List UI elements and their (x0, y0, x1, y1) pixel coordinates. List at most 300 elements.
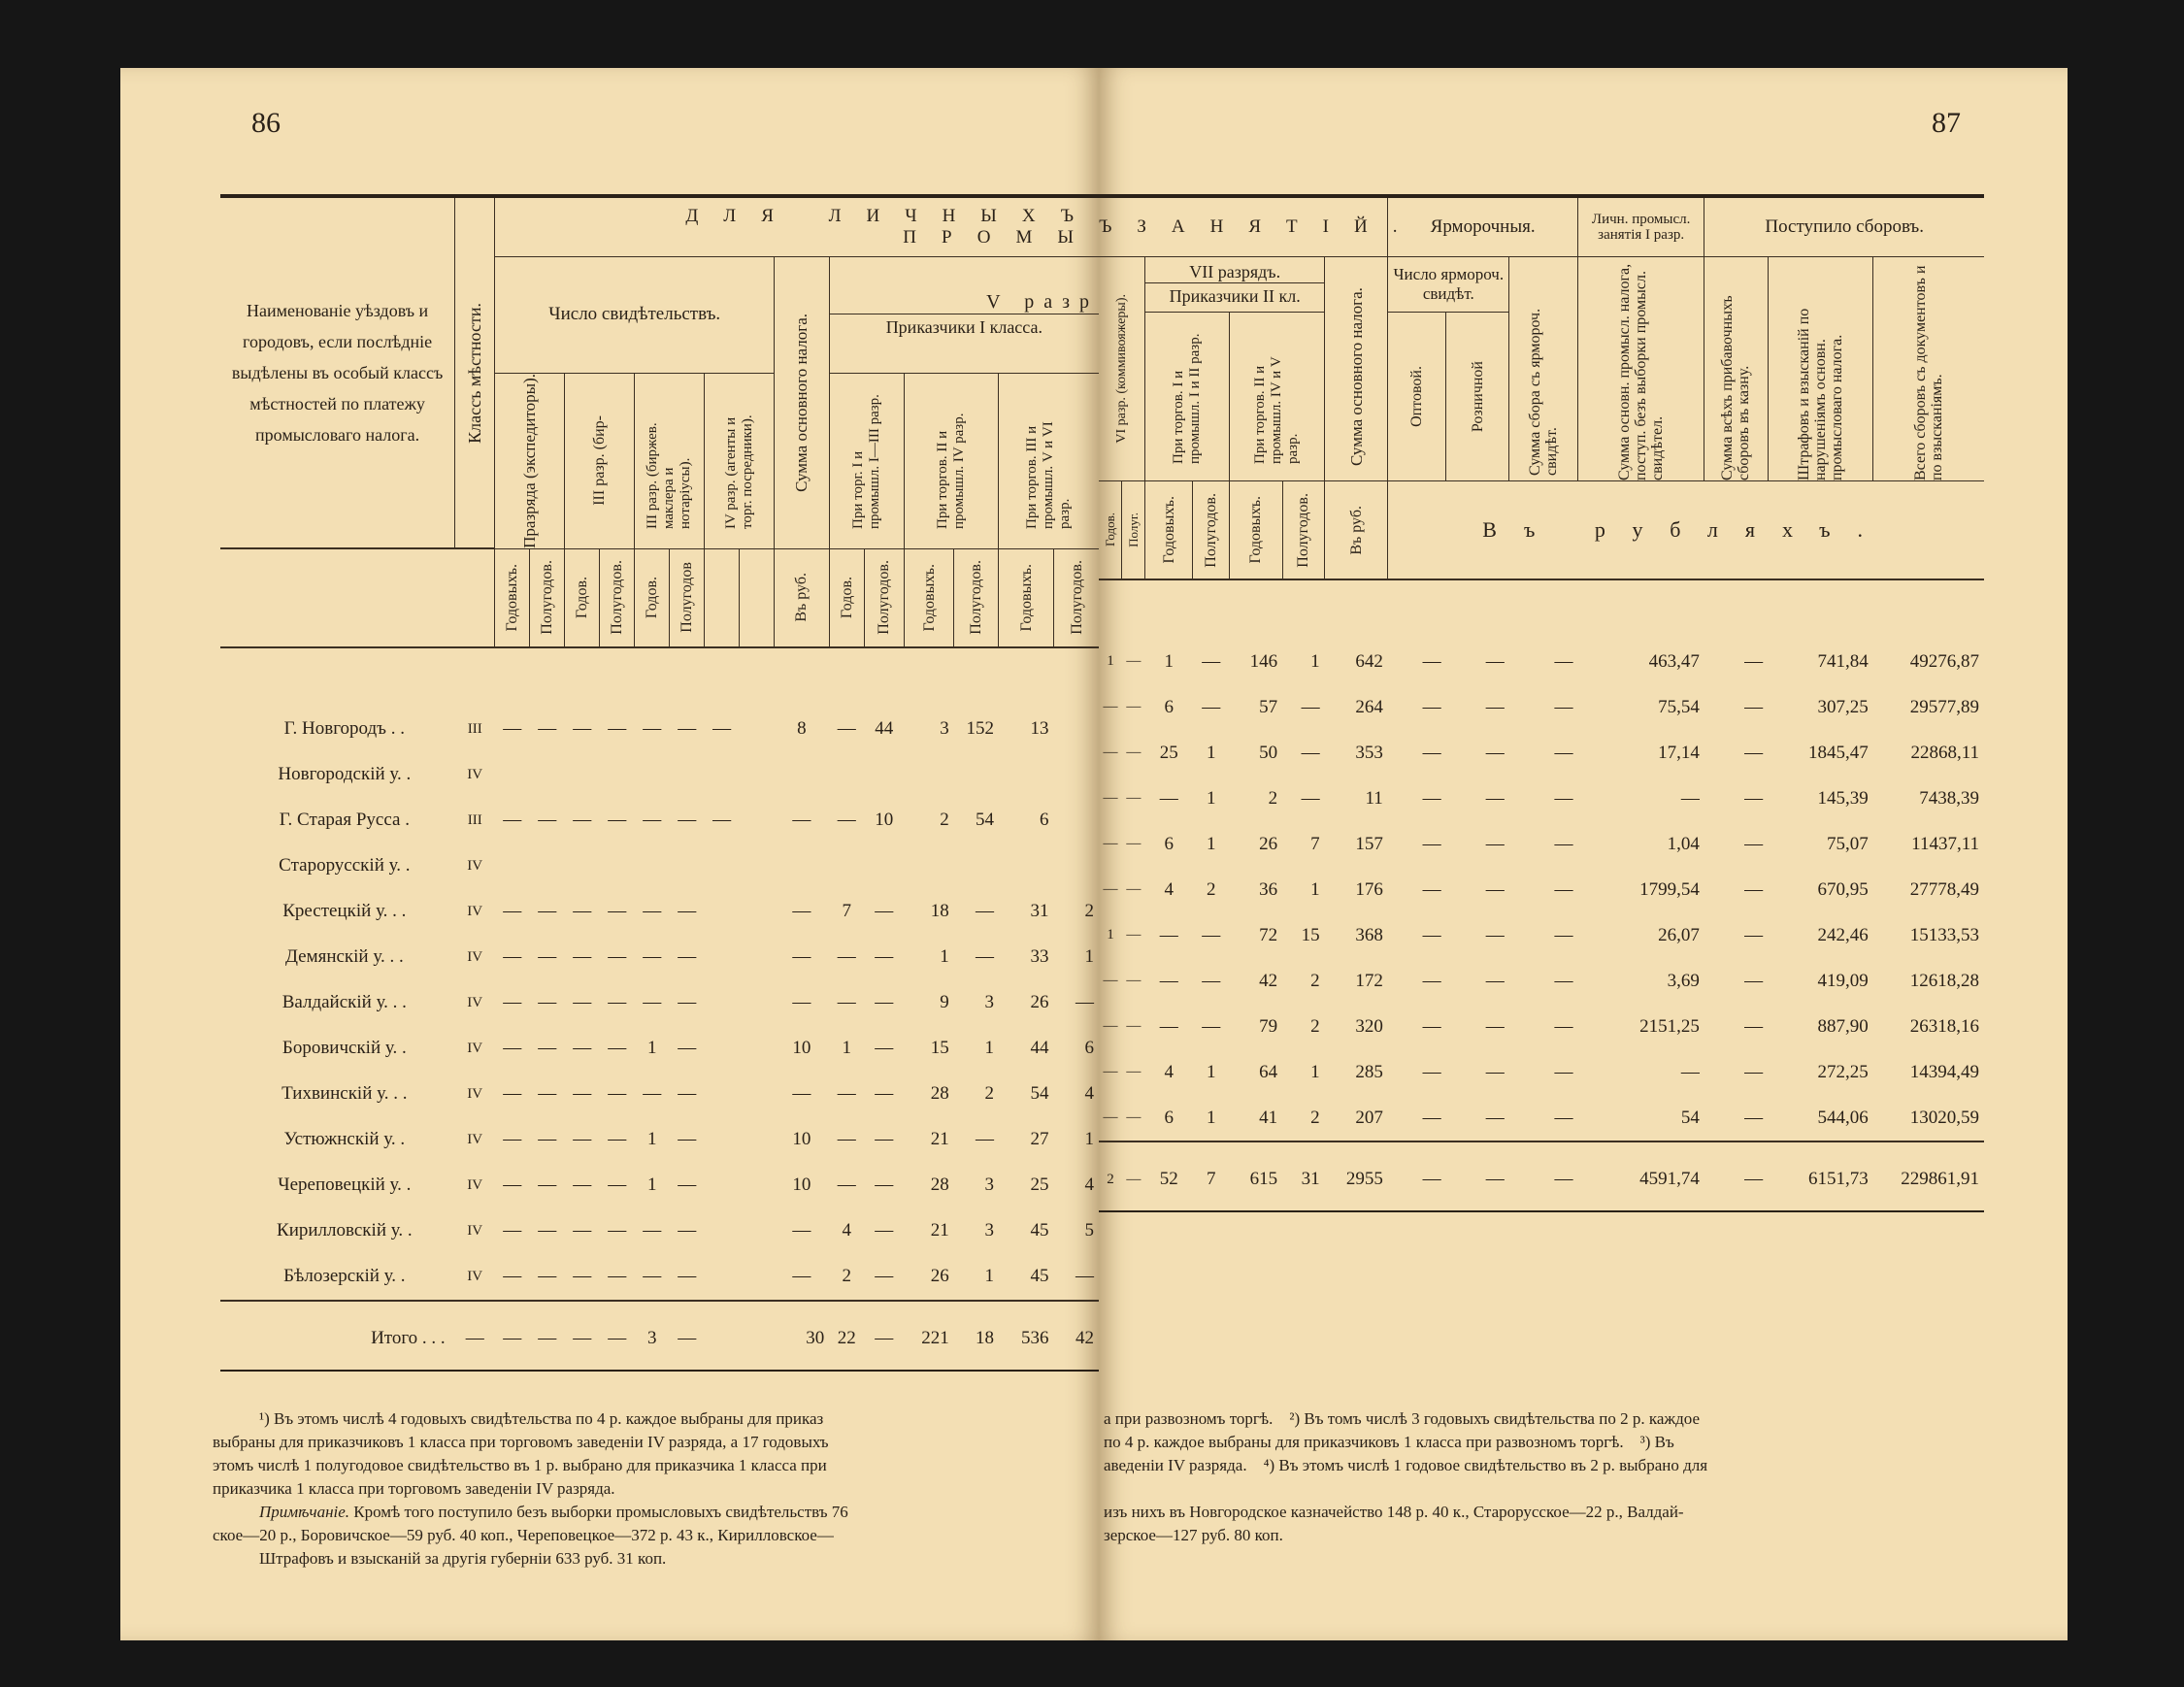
table-cell: — (678, 1174, 697, 1195)
table-cell: — (792, 901, 811, 921)
table-cell: — (643, 1083, 662, 1104)
total-cell: 18 (954, 1307, 999, 1371)
total-cell: — (1704, 1148, 1768, 1211)
table-cell: — (875, 946, 894, 967)
table-cell (864, 844, 904, 889)
table-cell: — (875, 1266, 894, 1286)
table-cell (775, 844, 830, 889)
table-cell: — (1103, 836, 1118, 851)
table-cell: — (608, 1038, 627, 1058)
table-cell: — (712, 718, 732, 739)
table-cell: — (1202, 696, 1221, 717)
right-table-row (1099, 912, 1984, 958)
rsub-7: Въ руб. (1325, 481, 1388, 580)
table-cell: 264 (1355, 696, 1383, 717)
district-name: Г. Новгородъ . . (283, 718, 405, 739)
table-cell (705, 844, 740, 889)
table-cell: — (573, 901, 592, 921)
table-cell: 72 (1259, 924, 1278, 945)
table-cell: 1 (1107, 653, 1114, 669)
header-personal-col: Сумма основн. промысл. налога, поступ. безъ выборки промысл. свидѣтел. (1577, 257, 1704, 481)
table-cell: — (678, 1129, 697, 1149)
left-table-row (220, 980, 1099, 1026)
table-cell: — (1554, 1107, 1573, 1128)
table-cell: — (573, 946, 592, 967)
total-cell: 42 (1054, 1307, 1099, 1371)
table-cell: — (1202, 924, 1221, 945)
table-cell: 1 (1310, 878, 1320, 900)
district-name: Кирилловскій у. . (277, 1220, 413, 1240)
rsub-2: Полуг. (1122, 481, 1145, 580)
remark-label: Примѣчаніе. (259, 1503, 350, 1521)
table-cell: 5 (1084, 1220, 1094, 1240)
table-cell: — (837, 992, 856, 1012)
table-cell: 1 (646, 1129, 657, 1149)
district-name: Старорусскій у. . (279, 855, 411, 876)
table-cell: — (1554, 970, 1573, 991)
table-cell: — (503, 1038, 522, 1058)
table-cell: — (1744, 924, 1764, 945)
table-cell (530, 752, 565, 798)
district-name: Бѣлозерскій у. . (283, 1266, 406, 1286)
header-fair-group: Ярморочныя. (1388, 196, 1578, 257)
table-cell: 44 (1030, 1038, 1049, 1058)
table-cell: 157 (1355, 833, 1383, 854)
table-cell (740, 1254, 775, 1301)
table-cell: — (573, 1220, 592, 1240)
total-cell: — (670, 1307, 705, 1371)
table-cell: 670,95 (1817, 878, 1869, 900)
table-cell: — (837, 946, 856, 967)
table-cell: 41 (1259, 1107, 1278, 1128)
district-name: Г. Старая Русса . (279, 810, 410, 830)
table-cell: — (678, 1220, 697, 1240)
table-cell (904, 752, 953, 798)
table-cell: — (1422, 650, 1441, 672)
table-cell: 1 (1206, 833, 1216, 854)
header-personal-group: Личн. промысл. занятія I разр. (1577, 196, 1704, 257)
left-table-row (220, 889, 1099, 935)
table-cell (999, 844, 1054, 889)
table-cell: — (875, 1038, 894, 1058)
total-cell (740, 1307, 775, 1371)
table-cell: — (1126, 653, 1142, 669)
table-cell: — (1680, 1061, 1700, 1082)
sub-1: Годовыхъ. (495, 548, 530, 647)
table-cell: 27 (1030, 1129, 1049, 1149)
table-cell: — (573, 992, 592, 1012)
total-cell: 536 (999, 1307, 1054, 1371)
left-table-row (220, 1254, 1099, 1301)
table-cell: — (538, 1174, 557, 1195)
table-cell: — (1126, 927, 1142, 943)
table-cell: 1 (984, 1038, 994, 1058)
header-fair-col-1: Оптовой. (1388, 312, 1446, 480)
rfootnote-line-2: по 4 р. каждое выбраны для приказчиковъ 1 класса при развозномъ торгѣ. ³) Въ (1104, 1433, 1674, 1451)
table-cell: — (837, 1174, 856, 1195)
table-cell: — (837, 718, 856, 739)
table-cell: — (643, 946, 662, 967)
table-cell (565, 844, 600, 889)
table-cell: — (608, 1174, 627, 1195)
table-cell: 6 (1164, 1107, 1175, 1128)
table-cell: 11 (1365, 787, 1383, 809)
table-cell (740, 798, 775, 844)
table-cell: 54 (975, 810, 994, 830)
table-cell: — (643, 718, 662, 739)
table-cell: 54 (1680, 1107, 1700, 1128)
table-cell: — (1422, 1061, 1441, 1082)
table-cell: — (1159, 787, 1178, 809)
table-cell: 544,06 (1817, 1107, 1869, 1128)
table-cell: — (538, 1038, 557, 1058)
header-clerk-col-1: При торг. I и промышл. I—III разр. (829, 373, 904, 548)
table-cell: 1 (1206, 1061, 1216, 1082)
right-table-row (1099, 821, 1984, 867)
table-cell: — (792, 1266, 811, 1286)
sub-4: Полугодов. (600, 548, 635, 647)
table-cell: — (1159, 1015, 1178, 1037)
table-cell: 1 (1310, 1061, 1320, 1082)
table-cell: 13020,59 (1909, 1107, 1979, 1128)
table-cell: — (643, 901, 662, 921)
table-cell: — (503, 992, 522, 1012)
left-table-row (220, 1117, 1099, 1163)
table-cell: — (1202, 1015, 1221, 1037)
district-class: IV (467, 1176, 483, 1193)
table-cell: — (1554, 924, 1573, 945)
table-cell: — (678, 718, 697, 739)
table-cell: — (1422, 1107, 1441, 1128)
table-cell: — (538, 901, 557, 921)
left-footnotes (213, 1407, 1091, 1571)
table-cell: 28 (930, 1083, 949, 1104)
table-cell: 2 (940, 810, 949, 830)
table-cell: 1 (1310, 650, 1320, 672)
total-cell: 7 (1193, 1148, 1230, 1211)
table-cell (740, 1163, 775, 1208)
header-cert-col-1: III разр. (бир- (565, 373, 635, 548)
table-cell: — (792, 992, 811, 1012)
district-name: Новгородскій у. . (278, 764, 412, 784)
table-cell (1054, 707, 1099, 752)
rfootnote-line-1: а при развозномъ торгѣ. ²) Въ томъ числѣ 3 годовыхъ свидѣтельства по 2 р. каждое (1104, 1409, 1701, 1428)
table-cell (705, 1072, 740, 1117)
footnote-1b: выбраны для приказчиковъ 1 класса при торговомъ заведеніи IV разряда, а 17 годовыхъ (213, 1433, 829, 1451)
table-cell: — (1126, 699, 1142, 714)
table-cell: 4 (1084, 1174, 1094, 1195)
sub-14: Годовыхъ. (999, 548, 1054, 647)
header-clerk-col-3: При торгов. III и промышл. V и VI разр. (999, 373, 1099, 548)
table-cell (1054, 844, 1099, 889)
table-cell: — (608, 1266, 627, 1286)
footnote-1c: этомъ числѣ 1 полугодовое свидѣтельство въ 1 р. выбрано для приказчика 1 класса при (213, 1456, 827, 1474)
table-cell: 4 (1084, 1083, 1094, 1104)
table-cell: 26,07 (1658, 924, 1700, 945)
table-cell: — (608, 992, 627, 1012)
table-cell: 2 (1310, 1107, 1320, 1128)
table-cell (705, 889, 740, 935)
table-cell: — (608, 810, 627, 830)
table-cell: — (1422, 924, 1441, 945)
table-cell: — (1554, 787, 1573, 809)
table-cell: — (503, 1174, 522, 1195)
table-cell (495, 752, 530, 798)
table-cell: 3 (940, 718, 949, 739)
remark-line-c: Штрафовъ и взысканій за другія губерніи 633 руб. 31 коп. (259, 1549, 667, 1568)
table-cell (740, 1208, 775, 1254)
district-class: IV (467, 948, 483, 965)
table-cell (864, 752, 904, 798)
table-cell: 33 (1030, 946, 1049, 967)
table-cell: — (573, 1038, 592, 1058)
table-cell: 353 (1355, 742, 1383, 763)
table-cell: 6 (1164, 833, 1175, 854)
table-cell: — (1126, 1064, 1142, 1079)
left-total-row (220, 1307, 1099, 1371)
table-cell: 146 (1249, 650, 1278, 672)
table-cell: 2 (1084, 901, 1094, 921)
table-cell: 207 (1355, 1107, 1383, 1128)
table-cell: 145,39 (1817, 787, 1869, 809)
table-cell: 1845,47 (1808, 742, 1869, 763)
table-cell: 25 (1159, 742, 1178, 763)
table-cell: 15133,53 (1909, 924, 1979, 945)
table-cell: 1 (1206, 1107, 1216, 1128)
table-cell: 1 (1084, 1129, 1094, 1149)
table-cell: — (1103, 744, 1118, 760)
header-sum-col: Сумма основного налога. (775, 257, 830, 549)
sub-5: Годов. (635, 548, 670, 647)
rsub-1: Годов. (1103, 513, 1118, 547)
total-cell: — (1122, 1148, 1145, 1211)
table-cell: — (503, 718, 522, 739)
table-cell: — (1103, 973, 1118, 988)
table-cell: — (608, 1129, 627, 1149)
in-rubles-label: Въ рубляхъ. (1388, 481, 1984, 580)
table-cell: — (1159, 970, 1178, 991)
table-cell: 42 (1259, 970, 1278, 991)
table-cell: — (1680, 787, 1700, 809)
right-total-row (1099, 1148, 1984, 1211)
total-cell (705, 1307, 740, 1371)
table-cell: 320 (1355, 1015, 1383, 1037)
table-cell: 419,09 (1817, 970, 1869, 991)
table-cell: 29577,89 (1909, 696, 1979, 717)
sub-7 (705, 548, 740, 647)
table-cell: — (875, 1129, 894, 1149)
table-cell (705, 1208, 740, 1254)
table-cell: 6 (1164, 696, 1175, 717)
rsub-6: Полугодов. (1282, 481, 1324, 580)
table-cell: 285 (1355, 1061, 1383, 1082)
table-cell: 176 (1355, 878, 1383, 900)
table-cell: — (1126, 1109, 1142, 1125)
left-table-row (220, 752, 1099, 798)
table-cell (1054, 798, 1099, 844)
district-class: IV (467, 1222, 483, 1239)
table-cell: — (643, 810, 662, 830)
rsub-5: Годовыхъ. (1230, 481, 1282, 580)
table-cell: — (1485, 833, 1505, 854)
table-cell: 368 (1355, 924, 1383, 945)
table-cell: 307,25 (1817, 696, 1869, 717)
table-cell (565, 752, 600, 798)
header-fair-count: Число ярмороч. свидѣт. (1388, 257, 1509, 313)
header-group-v: V разр Приказчики I класса. (829, 257, 1099, 374)
table-cell (600, 844, 635, 889)
table-cell: 15 (1301, 924, 1320, 945)
table-cell: 44 (875, 718, 894, 739)
header-clerk2-col-2: При торгов. II и промышл. IV и V разр. (1230, 312, 1325, 480)
right-page (1099, 68, 2068, 1640)
table-cell: 45 (1030, 1266, 1049, 1286)
left-table (220, 194, 1099, 1372)
table-cell: 642 (1355, 650, 1383, 672)
table-cell: 26318,16 (1909, 1015, 1979, 1037)
table-cell: 10 (792, 1038, 811, 1058)
header-received-group: Поступило сборовъ. (1704, 196, 1984, 257)
table-cell: 1 (646, 1174, 657, 1195)
table-cell (705, 1254, 740, 1301)
table-cell: — (1744, 970, 1764, 991)
table-cell: — (1485, 970, 1505, 991)
table-cell: — (1422, 1015, 1441, 1037)
table-cell: — (608, 718, 627, 739)
sub-3: Годов. (565, 548, 600, 647)
table-cell: 887,90 (1817, 1015, 1869, 1037)
total-label: Итого . . . (220, 1307, 455, 1371)
district-class: IV (467, 766, 483, 782)
table-cell: — (1485, 924, 1505, 945)
header-group-certificates: Число свидѣтельствъ. (495, 257, 775, 374)
total-cell: 3 (635, 1307, 670, 1371)
right-table-row (1099, 958, 1984, 1004)
header-class-col: Классъ мѣстности. (455, 196, 495, 548)
table-cell: 18 (930, 901, 949, 921)
table-cell: — (503, 1220, 522, 1240)
table-cell (740, 980, 775, 1026)
table-cell: 54 (1030, 1083, 1049, 1104)
table-cell: — (1202, 650, 1221, 672)
table-cell: — (1554, 696, 1573, 717)
table-cell: — (608, 901, 627, 921)
table-cell: — (1126, 836, 1142, 851)
table-cell: — (503, 1266, 522, 1286)
district-class: IV (467, 857, 483, 874)
table-cell: — (1485, 650, 1505, 672)
table-cell: 7 (842, 901, 851, 921)
table-cell: — (792, 1083, 811, 1104)
table-cell: — (837, 1083, 856, 1104)
total-cell: 229861,91 (1873, 1148, 1984, 1211)
rfootnote-line-3: аведеніи IV разряда. ⁴) Въ этомъ числѣ 1 годовое свидѣтельство въ 2 р. выбрано для (1104, 1456, 1708, 1474)
table-cell: — (678, 1266, 697, 1286)
table-cell: — (1126, 744, 1142, 760)
table-cell (740, 707, 775, 752)
total-cell: — (565, 1307, 600, 1371)
district-name: Устюжнскій у. . (283, 1129, 406, 1149)
table-cell: — (1554, 878, 1573, 900)
district-class: IV (467, 1131, 483, 1147)
table-cell: 14394,49 (1909, 1061, 1979, 1082)
table-cell: — (1075, 992, 1094, 1012)
sub-13: Полугодов. (954, 548, 999, 647)
total-cell: 30 (775, 1307, 830, 1371)
table-cell: — (1744, 1107, 1764, 1128)
table-cell: — (573, 718, 592, 739)
table-cell: 1 (842, 1038, 851, 1058)
table-cell: 272,25 (1817, 1061, 1869, 1082)
table-cell: — (573, 1266, 592, 1286)
table-cell: 8 (797, 718, 807, 739)
table-cell: 2 (984, 1083, 994, 1104)
page-number-right: 87 (1932, 107, 1961, 139)
table-cell: — (1126, 881, 1142, 897)
right-table-row (1099, 1095, 1984, 1141)
district-class: IV (467, 903, 483, 919)
table-cell: — (1744, 696, 1764, 717)
table-cell (740, 1072, 775, 1117)
right-table-row (1099, 730, 1984, 776)
district-class: III (467, 811, 482, 828)
sub-15: Полугодов. (1054, 548, 1099, 647)
district-name: Крестецкій у. . . (282, 901, 407, 921)
table-cell: — (538, 1220, 557, 1240)
table-cell (670, 752, 705, 798)
table-cell (705, 935, 740, 980)
table-cell: 26 (1259, 833, 1278, 854)
table-cell: — (712, 810, 732, 830)
header-vi-col: VI разр. (коммивояжеры). (1099, 257, 1145, 481)
table-cell (530, 844, 565, 889)
district-class: IV (467, 1085, 483, 1102)
table-cell: 50 (1259, 742, 1278, 763)
total-cell: — (864, 1307, 904, 1371)
table-cell: — (792, 946, 811, 967)
sub-12: Годовыхъ. (904, 548, 953, 647)
table-cell: 1 (1206, 742, 1216, 763)
table-cell: — (1744, 833, 1764, 854)
table-cell: — (643, 1220, 662, 1240)
table-cell: — (837, 1129, 856, 1149)
district-name: Валдайскій у. . . (281, 992, 407, 1012)
table-cell: — (1422, 878, 1441, 900)
header-fair-sum: Сумма сбора съ ярмороч. свидѣт. (1509, 257, 1578, 481)
table-cell: — (678, 992, 697, 1012)
table-cell (705, 1163, 740, 1208)
table-cell: — (1301, 787, 1320, 809)
table-cell: — (1554, 1061, 1573, 1082)
sub-9: Въ руб. (775, 548, 830, 647)
right-table-row (1099, 1049, 1984, 1095)
table-cell (635, 752, 670, 798)
table-cell: 28 (930, 1174, 949, 1195)
table-cell: — (1554, 833, 1573, 854)
district-class: IV (467, 1268, 483, 1284)
rsub-4: Полугодов. (1193, 481, 1230, 580)
table-cell: 10 (792, 1174, 811, 1195)
table-cell: — (975, 946, 994, 967)
table-cell: — (1422, 696, 1441, 717)
table-cell (600, 752, 635, 798)
header-cert-col-3: IV разр. (агенты и торг. посредники). (705, 373, 775, 548)
district-class: III (467, 720, 482, 737)
table-cell: 1 (646, 1038, 657, 1058)
table-cell: — (1485, 1015, 1505, 1037)
table-cell: — (573, 1083, 592, 1104)
table-cell: — (1485, 787, 1505, 809)
